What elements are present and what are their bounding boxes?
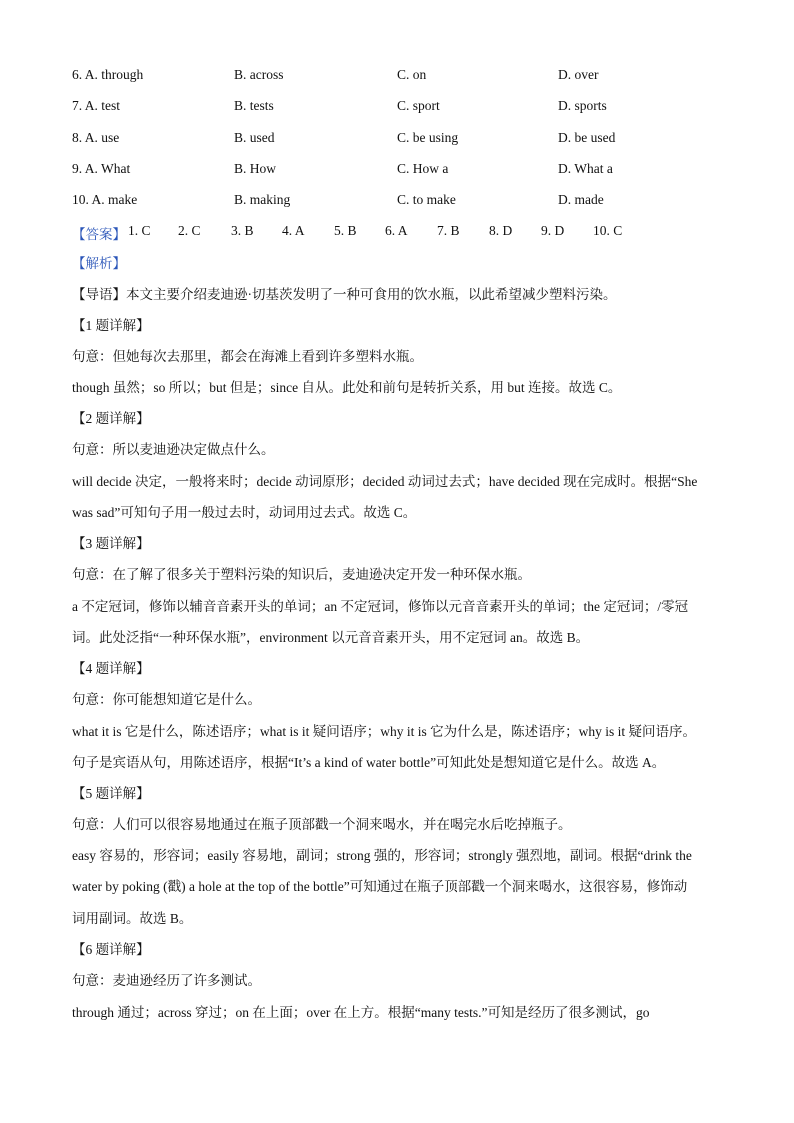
- option-c: C. be using: [397, 130, 459, 145]
- option-a: 7. A. test: [72, 98, 121, 113]
- intro-line: 【导语】本文主要介绍麦迪逊·切基茨发明了一种可食用的饮水瓶，以此希望减少塑料污染。: [72, 287, 617, 302]
- text-line: 词。此处泛指“一种环保水瓶”，environment 以元音音素开头，用不定冠词 an。故选 B。: [72, 630, 590, 645]
- option-c: C. on: [397, 67, 427, 82]
- option-b: B. tests: [234, 98, 274, 113]
- option-b: B. making: [234, 192, 291, 207]
- text-line: was sad”可知句子用一般过去时，动词用过去式。故选 C。: [72, 505, 417, 520]
- options-row-6: [72, 67, 732, 87]
- options-row-9: [72, 161, 732, 181]
- text-line: easy 容易的，形容词；easily 容易地，副词；strong 强的，形容词；strongly 强烈地，副词。根据“drink the: [72, 848, 692, 863]
- answer-item: 8. D: [489, 223, 513, 238]
- option-a: 9. A. What: [72, 161, 131, 176]
- text-line: what it is 它是什么，陈述语序；what is it 疑问语序；why it is 它为什么是，陈述语序；why is it 疑问语序。: [72, 724, 697, 739]
- answer-item: 3. B: [231, 223, 254, 238]
- option-b: B. How: [234, 161, 277, 176]
- answer-item: 4. A: [282, 223, 305, 238]
- text-line: 句子是宾语从句，用陈述语序，根据“It’s a kind of water bottle”可知此处是想知道它是什么。故选 A。: [72, 755, 666, 770]
- section-heading: 【1 题详解】: [72, 318, 150, 333]
- text-line: will decide 决定，一般将来时；decide 动词原形；decided 动词过去式；have decided 现在完成时。根据“She: [72, 474, 698, 489]
- section-heading: 【2 题详解】: [72, 411, 150, 426]
- text-line: 句意：你可能想知道它是什么。: [72, 692, 261, 707]
- option-d: D. made: [558, 192, 604, 207]
- options-row-10: [72, 192, 732, 212]
- section-heading: 【6 题详解】: [72, 942, 150, 957]
- section-heading: 【4 题详解】: [72, 661, 150, 676]
- option-a: 8. A. use: [72, 130, 120, 145]
- section-heading: 【5 题详解】: [72, 786, 150, 801]
- answer-item: 1. C: [128, 223, 151, 238]
- section-heading: 【3 题详解】: [72, 536, 150, 551]
- text-line: a 不定冠词，修饰以辅音音素开头的单词；an 不定冠词，修饰以元音音素开头的单词；the 定冠词；/零冠: [72, 599, 689, 614]
- option-d: D. What a: [558, 161, 613, 176]
- option-c: C. sport: [397, 98, 440, 113]
- answer-item: 10. C: [593, 223, 623, 238]
- answer-item: 2. C: [178, 223, 201, 238]
- text-line: 句意：在了解了很多关于塑料污染的知识后，麦迪逊决定开发一种环保水瓶。: [72, 567, 531, 582]
- text-line: 句意：麦迪逊经历了许多测试。: [72, 973, 261, 988]
- analysis-label: 【解析】: [72, 256, 126, 271]
- option-d: D. over: [558, 67, 599, 82]
- text-line: 句意：所以麦迪逊决定做点什么。: [72, 442, 275, 457]
- options-row-8: [72, 130, 732, 150]
- answer-item: 6. A: [385, 223, 408, 238]
- option-c: C. to make: [397, 192, 456, 207]
- option-c: C. How a: [397, 161, 449, 176]
- text-line: 词用副词。故选 B。: [72, 911, 193, 926]
- option-a: 6. A. through: [72, 67, 144, 82]
- option-b: B. used: [234, 130, 275, 145]
- text-line: through 通过；across 穿过；on 在上面；over 在上方。根据“many tests.”可知是经历了很多测试，go: [72, 1005, 650, 1020]
- option-b: B. across: [234, 67, 284, 82]
- option-d: D. sports: [558, 98, 607, 113]
- answer-item: 7. B: [437, 223, 460, 238]
- option-a: 10. A. make: [72, 192, 138, 207]
- text-line: 句意：人们可以很容易地通过在瓶子顶部戳一个洞来喝水，并在喝完水后吃掉瓶子。: [72, 817, 572, 832]
- text-line: though 虽然；so 所以；but 但是；since 自从。此处和前句是转折关系，用 but 连接。故选 C。: [72, 380, 622, 395]
- answer-item: 9. D: [541, 223, 565, 238]
- answer-item: 5. B: [334, 223, 357, 238]
- answer-label: 【答案】: [72, 227, 126, 242]
- options-row-7: [72, 98, 732, 118]
- option-d: D. be used: [558, 130, 616, 145]
- text-line: water by poking (戳) a hole at the top of the bottle”可知通过在瓶子顶部戳一个洞来喝水，这很容易，修饰动: [72, 879, 688, 894]
- text-line: 句意：但她每次去那里，都会在海滩上看到许多塑料水瓶。: [72, 349, 423, 364]
